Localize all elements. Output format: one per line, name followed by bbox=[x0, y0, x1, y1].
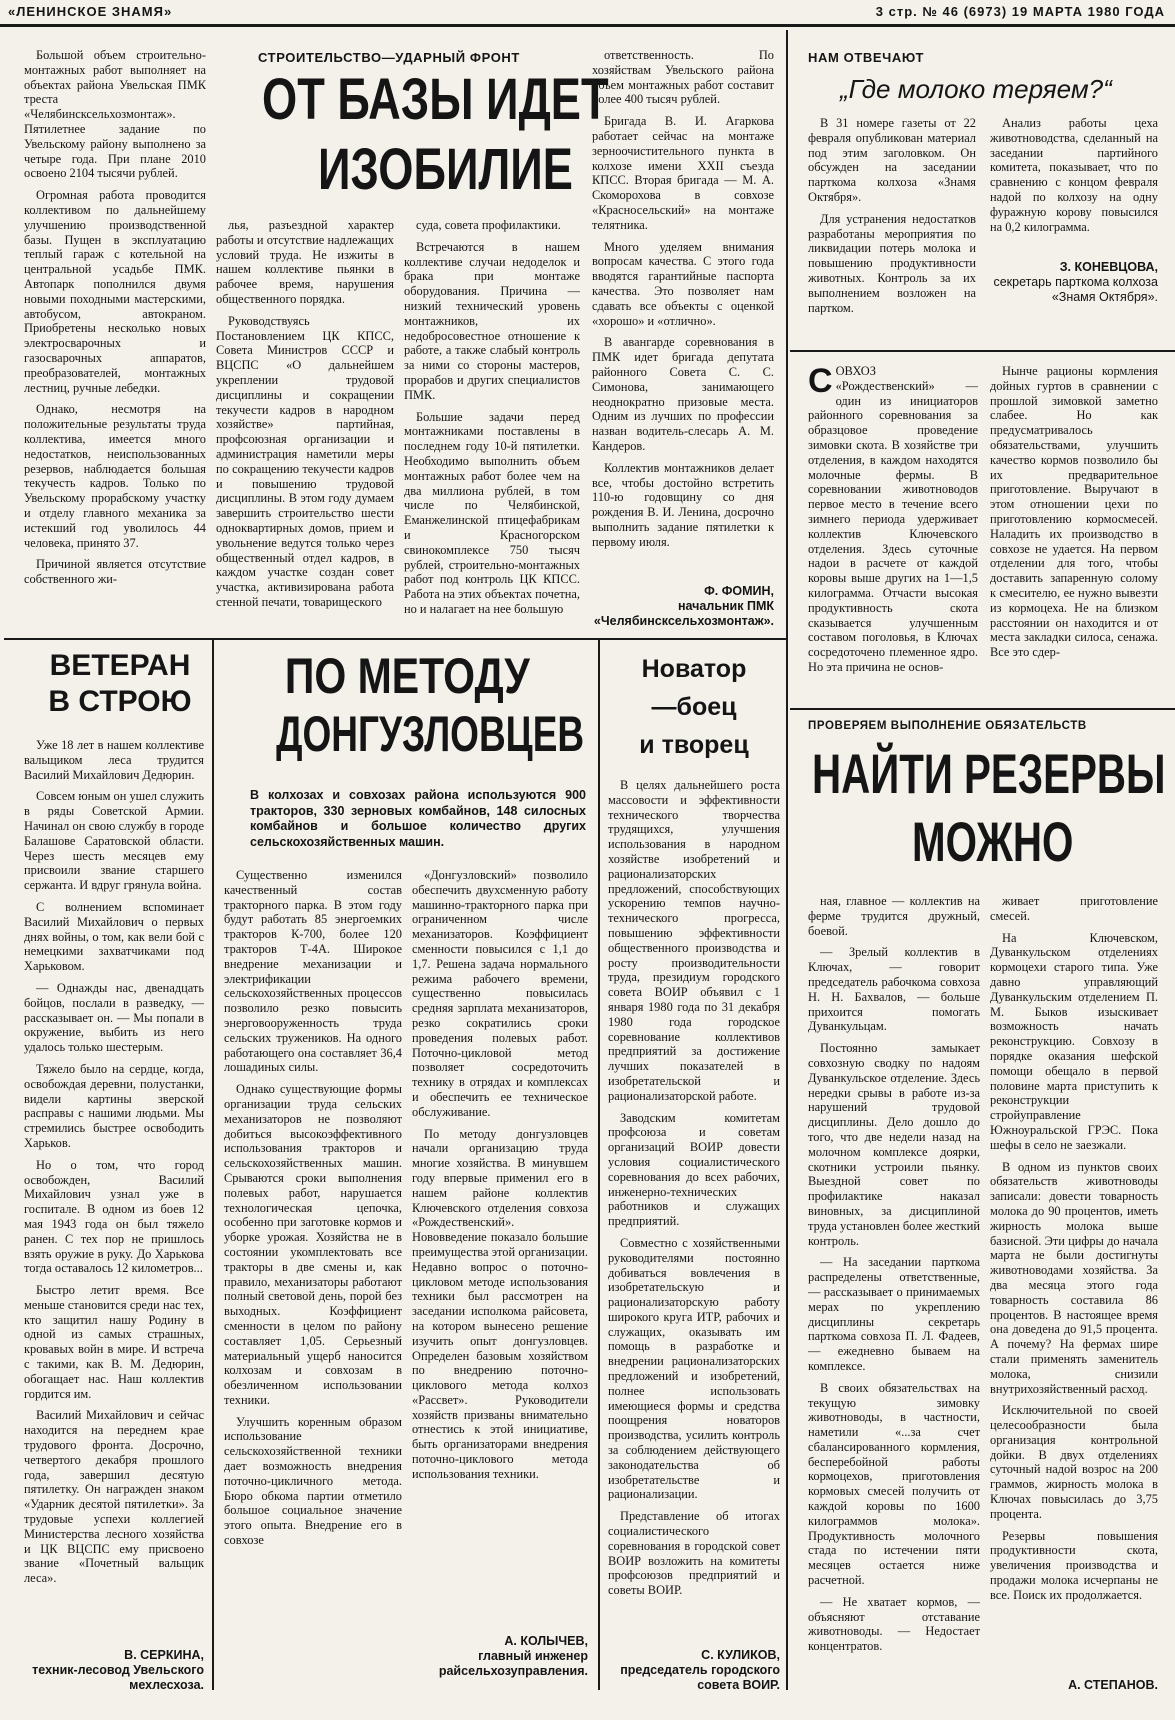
paragraph: Руководствуясь Постановлением ЦК КПСС, Совета Министров СССР и ВЦСПС «О дальнейшем укреплении трудовой дисциплины и сокращении текучести кадров в народном хозяйстве» партийная, профсоюзная организации и администрация наметили меры по сокращению текучести кадров и повышению трудовой дисциплины. В этом году думаем завершить строительство шести одноквартирных домов, прием и увольнение ведутся только через общественный отдел кадров, в каждом участке создан совет участка, активизирована работа стенной печати, товарищеского bbox=[216, 313, 394, 609]
metod-title-line1: ПО МЕТОДУ bbox=[284, 648, 530, 704]
paragraph: Быстро летит время. Все меньше становится среди нас тех, кто защитил нашу Родину в одной из самых страшных, кровавых войн в мире. И встреча с такими, как В. М. Дедюрин, обогащает нас. Наш коллектив гордится им. bbox=[24, 1283, 204, 1401]
masthead-paper-name: «ЛЕНИНСКОЕ ЗНАМЯ» bbox=[8, 4, 173, 19]
paragraph: С волнением вспоминает Василий Михайлович о первых днях войны, о том, как вели бой с немецкими захватчиками под Харьковом. bbox=[24, 899, 204, 974]
paragraph: Существенно изменился качественный состав тракторного парка. В этом году будут работать 85 энергоемких тракторов К-700, более 120 тракторов Т-4А. Широкое внедрение механизации и электрификации сельскохозяйственных процессов позволило резко повысить энерговооруженность труда сельских тружеников. На одного работающего она составляет 36,4 лошадиных силы. bbox=[224, 868, 402, 1075]
paragraph: «Донгузловский» позволило обеспечить двухсменную работу машинно-тракторного парка при ограниченном числе механизаторов. Коэффициент сменности повысился с 1,1 до 1,7. Решена задача нормального режима рабочего времени, существенно повысилась средняя зарплата механизаторов, резко сократились сроки проведения полевых работ. Поточно-цикловой метод позволяет сосредоточить технику в отрядах и комплексах и обеспечить ее техническое обслуживание. bbox=[412, 868, 588, 1119]
novator-text bbox=[608, 778, 780, 1638]
rezervy-title-line2: МОЖНО bbox=[912, 810, 1074, 873]
paragraph: — Не хватает кормов, — объясняют отставание животноводы. — Недостает концентратов. bbox=[808, 1594, 980, 1654]
paragraph: Резервы повышения продуктивности скота, увеличения производства и продажи молока исчерпаны не все. Поиск их продолжается. bbox=[990, 1528, 1158, 1602]
paragraph: Уже 18 лет в нашем коллективе вальщиком леса трудится Василий Михайлович Дедюрин. bbox=[24, 738, 204, 782]
baza-author-role: начальник ПМК «Челябинсксельхозмонтаж». bbox=[593, 599, 774, 628]
paragraph: Заводским комитетам профсоюза и советам организаций ВОИР довести условия социалистического соревнования до всех рабочих, инженерно-технических работников и служащих предприятий. bbox=[608, 1110, 780, 1229]
rezervy-author: А. СТЕПАНОВ. bbox=[1068, 1678, 1158, 1692]
paragraph: Анализ работы цеха животноводства, сделанный на заседании партийного комитета, показывает, что по сравнению с концом февраля надой по колхозу на одну фуражную корову повысился на 0,2 килограмма. bbox=[990, 116, 1158, 234]
moloko-bottom-rule bbox=[790, 350, 1175, 352]
novator-author-role: председатель городского совета ВОИР. bbox=[620, 1663, 780, 1692]
paragraph: ная, главное — коллектив на ферме трудится дружный, боевой. bbox=[808, 894, 980, 938]
paragraph: Коллектив монтажников делает все, чтобы достойно встретить 110-ю годовщину со дня рождения В. И. Ленина, досрочно выполнить задание пятилетки к первому июля. bbox=[592, 460, 774, 549]
paragraph: Василий Михайлович и сейчас находится на переднем крае трудового фронта. Досрочно, четвертого декабря прошлого года, завершил десятую пятилетку. Он награжден знаком «Ударник десятой пятилетки». За трудовые успехи коллегией Министерства лесного хозяйства и ЦК ВЦСПС ему присвоено звание «Почетный вальщик леса». bbox=[24, 1408, 204, 1586]
baza-author bbox=[592, 584, 774, 629]
paragraph: Совместно с хозяйственными руководителями постоянно добиваться вовлечения в изобретательскую и рационализаторскую работу широкого круга ИТР, рабочих и служащих, оказывать им помощь в разработке и внедрении рационализаторских предложений и изобретений, полнее использовать имеющиеся формы и средства поощрения новаторов производства, усилить контроль за соблюдением действующего законодательства об изобретательстве и рационализации. bbox=[608, 1235, 780, 1502]
metod-author-name: А. КОЛЫЧЕВ, bbox=[504, 1634, 588, 1648]
novator-title-line3: и творец bbox=[639, 731, 749, 759]
paragraph: Встречаются в нашем коллективе случаи недоделок и брака при монтаже оборудования. Причина — низкий технический уровень монтажников, их недобросовестное отношение к работе, а также слабый контроль за ними со стороны мастеров, прорабов и других специалистов ПМК. bbox=[404, 239, 580, 402]
moloko-author bbox=[990, 260, 1158, 305]
paragraph: В 31 номере газеты от 22 февраля опубликован материал под этим заголовком. Он обсужден на заседании парткома колхоза «Знамя Октября». bbox=[808, 116, 976, 204]
paragraph: Представление об итогах социалистического соревнования в городской совет ВОИР возложить на комитеты профсоюзов предприятий и советы ВОИР. bbox=[608, 1509, 780, 1598]
column-rule-1 bbox=[212, 640, 214, 1690]
paragraph: Большие задачи перед монтажниками поставлены в последнем году 10-й пятилетки. Необходимо выполнить объем монтажных работ более чем на два миллиона рублей, в том числе по Челябинской, Еманжелинской птицефабрикам и Красногорском свинокомплексе 750 тысяч рублей, строительно-монтажных работ под контроль ЦК КПСС. Работа на этих объектах почетна, но и налагает на нее большую bbox=[404, 409, 580, 616]
baza-column-2 bbox=[216, 218, 394, 628]
paragraph: — На заседании парткома распределены ответственные, — рассказывает о принимаемых мерах по укреплению дисциплины секретарь парткома совхоза П. Л. Фадеев, — ежедневно бываем на комплексе. bbox=[808, 1255, 980, 1373]
metod-author-role: главный инженер райсельхозуправления. bbox=[438, 1649, 588, 1678]
moloko-rubric: НАМ ОТВЕЧАЮТ bbox=[808, 50, 925, 65]
metod-column-1 bbox=[224, 868, 402, 1680]
paragraph: Совсем юным он ушел служить в ряды Советской Армии. Начинал он свою службу в городе Балашове Саратовской области. Через шесть месяцев ему присвоили звание старшего сержанта. И вдруг грянула война. bbox=[24, 789, 204, 893]
paragraph: — Однажды нас, двенадцать бойцов, послали в разведку, — рассказывает он. — Мы попали в окружение, выбить из него удалось только шестерым. bbox=[24, 980, 204, 1055]
moloko-column-1 bbox=[808, 116, 976, 338]
sovkhoz-column-1 bbox=[808, 364, 978, 700]
paragraph: суда, совета профилактики. bbox=[416, 218, 561, 232]
paragraph: Огромная работа проводится коллективом по дальнейшему улучшению производственной базы. Пущен в эксплуатацию теплый гараж с котельной на центральной усадьбе ПМК. Автопарк пополнился двумя новыми походными мастерскими, автобусом, автокраном. Приобретены несколько новых электросварочных и газосварочных аппаратов, преобразователей, монтажных лестниц, ручные лебедки. bbox=[24, 188, 206, 395]
paragraph: Причиной является отсутствие собственного жи- bbox=[24, 557, 206, 587]
rezervy-rubric: ПРОВЕРЯЕМ ВЫПОЛНЕНИЕ ОБЯЗАТЕЛЬСТВ bbox=[808, 720, 1087, 732]
paragraph: ответственность. По хозяйствам Увельского района объем монтажных работ составит более 400 тысяч рублей. bbox=[592, 48, 774, 107]
masthead-rule bbox=[0, 24, 1175, 27]
paragraph: Большой объем строительно-монтажных работ выполняет на объектах района Увельская ПМК треста «Челябинсксельхозмонтаж». Пятилетнее задание по Увельскому району выполнено за четыре года. При плане 2010 освоено 2104 тысячи рублей. bbox=[24, 48, 206, 181]
paragraph: На Ключевском, Дуванкульском отделениях кормоцехи старого типа. Уже давно управляющий Дуванкульским отделением П. М. Быков изыскивает возможность начать реконструкцию. Совхозу в порядке оказания шефской помощи обещало в первой половине марта приступить к реконструкции стройуправление Южноуральской ГРЭС. Пока шефы в село не заезжали. bbox=[990, 930, 1158, 1152]
paragraph: Однако существующие формы организации труда сельских механизаторов не позволяют добиться высокоэффективного использования тракторов и сельскохозяйственных машин. Срываются сроки выполнения полевых работ, нарушается технологическая цепочка, особенно при заготовке кормов и уборке урожая. Хозяйства не в состоянии укомплектовать все тракторы в две смены и, как правило, механизаторы работают полный световой день, порой без выходных. Коэффициент сменности в целом по району составляет 1,05. Серьезный материальный ущерб наносится колхозам и совхозам в обезличенном использовании техники. bbox=[224, 1082, 402, 1407]
moloko-author-name: З. КОНЕВЦОВА, bbox=[1059, 260, 1158, 274]
paragraph: В авангарде соревнования в ПМК идет бригада депутата районного Совета С. С. Симонова, занимающего неоднократно призовые места. Одним из лучших по профессии назван водитель-слесарь А. М. Кандеров. bbox=[592, 335, 774, 453]
paragraph: лья, разъездной характер работы и отсутствие надлежащих условий труда. Не изжиты в нашем коллективе пьянки в рабочее время, нарушения общественного порядка. bbox=[216, 218, 394, 306]
veteran-title bbox=[40, 648, 200, 720]
baza-column-3 bbox=[404, 218, 580, 628]
sovkhoz-column-1-text: ОВХОЗ «Рождественский» — один из инициаторов районного соревнования за образцовое проведение зимовки скота. В хозяйстве три отделения, в каждом находятся молочные фермы. В соревновании животноводов первое место в течение всего зимнего периода удерживает коллектив Ключевского отделения. Здесь суточные надои в расчете от каждой коровы выше других на 1—1,5 килограмма. Отчасти высокая продуктивность скота сказывается улучшенным составом поголовья, в Ключах сосредоточено племенное ядро. Но эта причина не основ- bbox=[808, 364, 978, 674]
paragraph: По методу донгузловцев начали организацию труда многие хозяйства. В минувшем году впервые применил его в нашем районе коллектив Ключевского отделения совхоза «Рождественский». Нововведение показало большие преимущества этой организации. Недавно вопрос о поточно-цикловом методе использования техники был рассмотрен на заседании исполкома райсовета, на котором вынесено решение изучить опыт донгузловцев. Определен базовым хозяйством по внедрению поточно-циклового метода колхоз «Рассвет». Руководители хозяйств призваны внимательно отнестись к этой инициативе, быть организаторами внедрения поточно-циклового метода использования техники. bbox=[412, 1126, 588, 1481]
veteran-title-line2: В СТРОЮ bbox=[48, 685, 192, 718]
paragraph: живает приготовление смесей. bbox=[990, 894, 1158, 923]
paragraph: Исключительной по своей целесообразности была организация контрольной дойки. В двух отделениях суточный надой возрос на 200 граммов, жирность молока в Ключах повысилась до 3,75 процента. bbox=[990, 1403, 1158, 1521]
paragraph: Нынче рационы кормления дойных гуртов в сравнении с прошлой зимовкой заметно слабее. Но как предусматривалось обязательствами, улучшить качество кормов позволило бы их предварительное приготовление. Выручают в этом отношении цехи по приготовлению кормосмесей. Наладить их производство в совхозе не удается. На первом отделении для того, чтобы доставить запаренную солому к смесителю, ее нужно вывезти из кормоцеха. Не на близком расстоянии он находится и от места закладки силоса, сенажа. Все это сдер- bbox=[990, 364, 1158, 660]
novator-title-line1: Новатор bbox=[641, 655, 747, 683]
novator-author bbox=[608, 1648, 780, 1693]
rezervy-column-2 bbox=[990, 894, 1158, 1670]
paragraph: В целях дальнейшего роста массовости и эффективности технического творчества трудящихся, улучшения использования в народном хозяйстве изобретений и рационализаторских предложений, способствующих ускорению темпов научно-технического прогресса, повышению эффективности общественного производства и росту производительности труда, президиум городского совета ВОИР объявил с 1 января 1980 года по 31 декабря 1980 года городское соревнование коллективов предприятий за достижение лучших показателей в изобретательской и рационализаторской работе. bbox=[608, 778, 780, 1103]
rezervy-column-1 bbox=[808, 894, 980, 1682]
paragraph: Постоянно замыкает совхозную сводку по надоям Дуванкульское отделение. Здесь нередки срывы в работе из-за нарушений трудовой дисциплины. Дело дошло до того, что две недели назад на молочном комплексе доярки, скотники устроили пьянку. Выездной совет по профилактике наказал виновных, за дисциплиной труда установлен более жесткий контроль. bbox=[808, 1041, 980, 1248]
veteran-text bbox=[24, 738, 204, 1638]
novator-author-name: С. КУЛИКОВ, bbox=[701, 1648, 780, 1662]
veteran-author-role: техник-лесовод Увельского мехлесхоза. bbox=[32, 1663, 204, 1692]
veteran-author-name: В. СЕРКИНА, bbox=[124, 1648, 204, 1662]
baza-rubric: СТРОИТЕЛЬСТВО—УДАРНЫЙ ФРОНТ bbox=[258, 50, 520, 65]
moloko-author-role: секретарь парткома колхоза «Знамя Октября». bbox=[993, 275, 1158, 304]
paragraph: Тяжело было на сердце, когда, освобождая деревни, полустанки, видели картины зверской расправы с нашими людьми. Мы стремились быстрее освободить Харьков. bbox=[24, 1061, 204, 1150]
paragraph: Однако, несмотря на положительные результаты труда коллектива, имеется много недостатков, неиспользованных резервов, наблюдается большая текучесть кадров. Только по Увельскому прорабскому участку и отделу главного механика за истекший год уволилось 44 человека, принято 37. bbox=[24, 402, 206, 550]
novator-title bbox=[608, 650, 780, 764]
moloko-column-2 bbox=[990, 116, 1158, 258]
novator-title-line2: —боец bbox=[651, 693, 737, 721]
metod-lead: В колхозах и совхозах района используются 900 тракторов, 330 зерновых комбайнов, 148 силосных комбайнов и большое количество других сельскохозяйственных машин. bbox=[250, 788, 586, 849]
column-rule-2 bbox=[598, 640, 600, 1690]
paragraph: В своих обязательствах на текущую зимовку животноводы, в частности, наметили «...за счет сбалансированного кормления, бесперебойной работы кормоцехов, приготовления кормовых смесей получить от каждой коровы по 1600 килограммов молока». Продуктивность молочного стада по истечении пяти месяцев остается ниже расчетной. bbox=[808, 1380, 980, 1588]
section-rule-top bbox=[4, 638, 786, 640]
masthead-issue-info: 3 стр. № 46 (6973) 19 МАРТА 1980 ГОДА bbox=[875, 4, 1165, 19]
sovkhoz-dropcap: С bbox=[808, 364, 833, 400]
veteran-author bbox=[24, 1648, 204, 1693]
paragraph: Для устранения недостатков разработаны мероприятия по ликвидации потерь молока и повышению продуктивности животных. Контроль за их выполнением возложен на партком. bbox=[808, 211, 976, 315]
metod-title bbox=[222, 648, 592, 762]
metod-author bbox=[412, 1634, 588, 1679]
baza-column-1 bbox=[24, 48, 206, 626]
metod-title-line2: ДОНГУЗЛОВЦЕВ bbox=[276, 706, 585, 762]
moloko-title: „Где молоко теряем?“ bbox=[840, 74, 1112, 104]
paragraph: Но о том, что город освобожден, Василий Михайлович узнал уже в госпитале. В одном из боев 12 мая 1943 года он был тяжело ранен. С тех пор не пришлось взять оружие в руку. До Харькова тогда оставалось 12 километров... bbox=[24, 1157, 204, 1276]
column-rule-right bbox=[786, 30, 788, 1690]
paragraph: Бригада В. И. Агаркова работает сейчас на монтаже зерноочистительного пункта в колхозе имени XXII съезда КПСС. Вторая бригада — М. А. Скоморохова в совхозе «Красносельский» на монтаже телятника. bbox=[592, 114, 774, 232]
veteran-title-line1: ВЕТЕРАН bbox=[49, 649, 191, 682]
baza-title-line1: ОТ БАЗЫ ИДЕТ bbox=[262, 67, 609, 132]
rezervy-title-line1: НАЙТИ РЕЗЕРВЫ bbox=[812, 742, 1166, 805]
sovkhoz-column-2 bbox=[990, 364, 1158, 700]
paragraph: В одном из пунктов своих обязательств животноводы записали: довести товарность молока до 90 процентов, иметь жирность молока выше базисной. Эти цифры до начала марта не были достигнуты животноводами хозяйства. За два месяца этого года товарность составила 86 процентов. В настоящее время она доведена до 91,5 процента. А почему? На фермах шире стали применять заменитель молока, снизили внутрихозяйственный расход. bbox=[990, 1159, 1158, 1396]
paragraph: — Зрелый коллектив в Ключах, — говорит председатель рабочкома совхоза Н. Н. Бахвалов, — больше прихоится помогать Дуванкульцам. bbox=[808, 945, 980, 1034]
sovkhoz-bottom-rule bbox=[790, 708, 1175, 710]
baza-author-name: Ф. ФОМИН, bbox=[704, 584, 774, 598]
baza-title-line2: ИЗОБИЛИЕ bbox=[318, 137, 573, 202]
paragraph: Много уделяем внимания вопросам качества. С этого года вводятся гарантийные паспорта качества. Это позволяет нам сдавать все объекты с оценкой «хорошо» и «отлично». bbox=[592, 239, 774, 328]
paragraph: Улучшить коренным образом использование сельскохозяйственной техники дает возможность внедрения поточно-цикличного метода. Бюро обкома партии отметило большое социальное значение этого опыта. Внедрение его в совхозе bbox=[224, 1414, 402, 1548]
metod-column-2 bbox=[412, 868, 588, 1620]
baza-column-4 bbox=[592, 48, 774, 586]
